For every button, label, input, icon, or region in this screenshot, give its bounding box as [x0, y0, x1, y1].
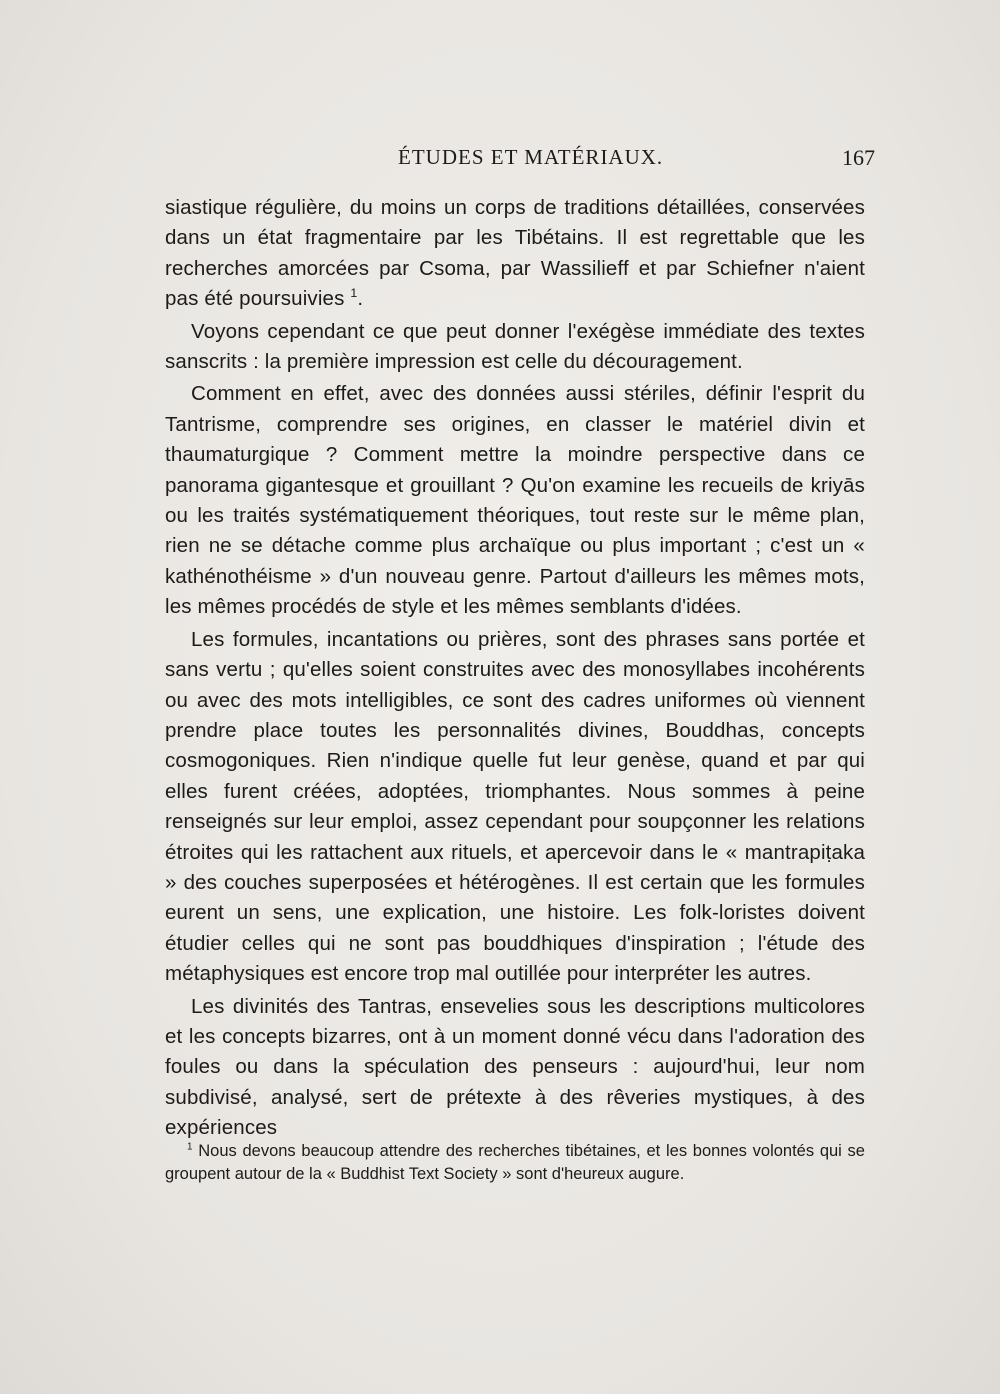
- paragraph-tail: .: [357, 287, 364, 311]
- running-header: [0, 145, 1000, 175]
- footnote-marker: 1: [187, 1141, 193, 1153]
- footnote-text: Nous devons beaucoup attendre des recherches tibétaines, et les bonnes volontés qui se groupent autour de la « Buddhist Text Society » sont d'heureux augure.: [165, 1142, 865, 1183]
- paragraph-4: Les formules, incantations ou prières, sont des phrases sans portée et sans vertu ; qu'elles soient construites avec des monosyllabes incohérents ou avec des mots intelligibles, ce sont des cadres uniformes où viennent prendre place toutes les personnalités divines, Bouddhas, concepts cosmogoniques. Rien n'indique quelle fut leur genèse, quand et par qui elles furent créées, adoptées, triomphantes. Nous sommes à peine renseignés sur leur emploi, assez cependant pour soupçonner les relations étroites qui les rattachent aux rituels, et apercevoir dans le « mantrapiṭaka » des couches superposées et hétérogènes. Il est certain que les formules eurent un sens, une explication, une histoire. Les folk-loristes doivent étudier celles qui ne sont pas bouddhiques d'inspiration ; l'étude des métaphysiques est encore trop mal outillée pour interpréter les autres.: [165, 627, 865, 986]
- paragraph-text: siastique régulière, du moins un corps de traditions détaillées, conservées dans un état fragmentaire par les Tibétains. Il est regrettable que les recherches amorcées par Csoma, par Wassilieff et par Schiefner n'aient pas été poursuivies: [165, 196, 865, 311]
- page-number: 167: [842, 145, 875, 170]
- paragraph-5: Les divinités des Tantras, ensevelies sous les descriptions multicolores et les concepts bizarres, ont à un moment donné vécu dans l'adoration des foules ou dans la spéculation des penseurs : aujourd'hui, leur nom subdivisé, analysé, sert de prétexte à des rêveries mystiques, à des expériences: [165, 994, 865, 1140]
- main-text: [165, 193, 865, 1144]
- footnote: [165, 1140, 865, 1186]
- footnote-reference: 1: [350, 286, 358, 301]
- paragraph-2: Voyons cependant ce que peut donner l'exégèse immédiate des textes sanscrits : la première impression est celle du découragement.: [165, 319, 865, 374]
- footnote-paragraph: [165, 1140, 865, 1186]
- paragraph-1: [165, 193, 865, 315]
- paragraph-3: Comment en effet, avec des données aussi stériles, définir l'esprit du Tantrisme, comprendre ses origines, en classer le matériel divin et thaumaturgique ? Comment mettre la moindre perspective dans ce panorama gigantesque et grouillant ? Qu'on examine les recueils de kriyās ou les traités systématiquement théoriques, tout reste sur le même plan, rien ne se détache comme plus archaïque ou plus important ; c'est un « kathénothéisme » d'un nouveau genre. Partout d'ailleurs les mêmes mots, les mêmes procédés de style et les mêmes semblants d'idées.: [165, 382, 865, 619]
- running-title: ÉTUDES ET MATÉRIAUX.: [398, 145, 664, 169]
